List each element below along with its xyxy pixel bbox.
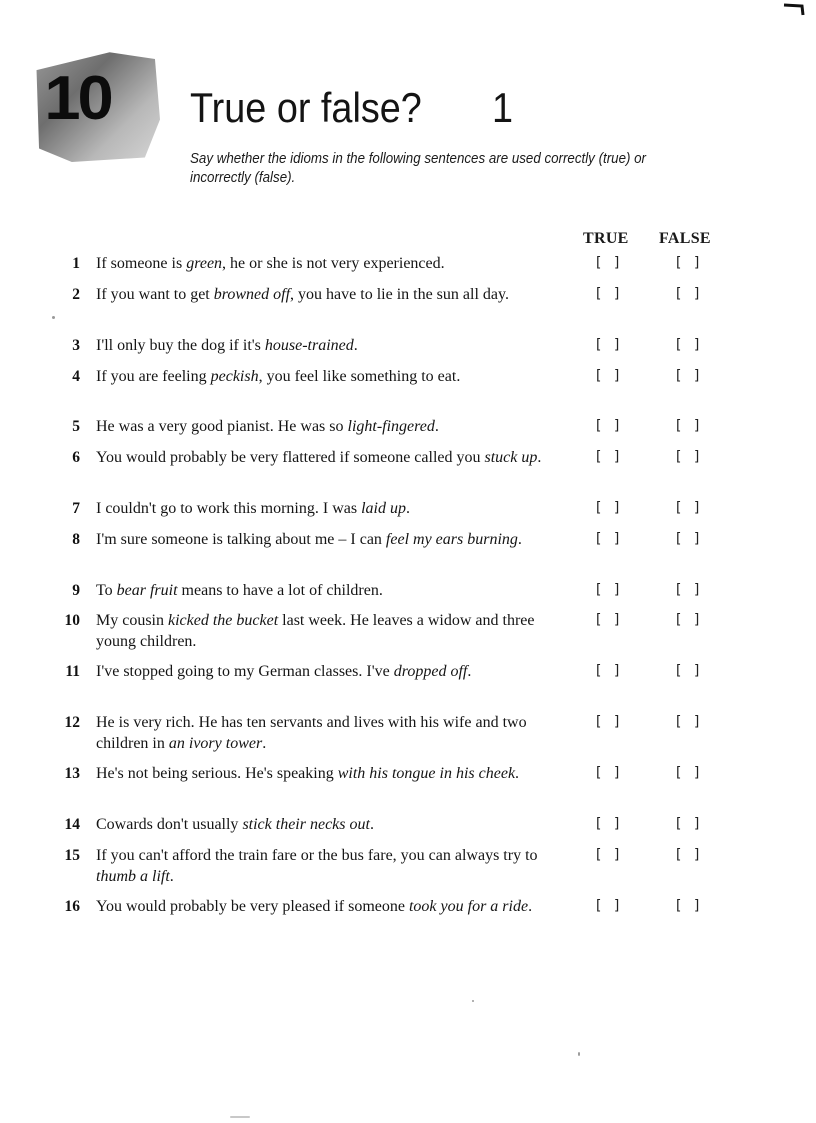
- statement-text: My cousin: [96, 612, 168, 629]
- true-checkbox[interactable]: [ ]: [594, 714, 623, 730]
- question-statement: [96, 610, 546, 652]
- idiom-text: browned off: [213, 286, 291, 303]
- question-statement: [96, 845, 546, 887]
- true-checkbox[interactable]: [ ]: [594, 286, 623, 302]
- statement-text: He's not being serious. He's speaking: [96, 765, 338, 782]
- chapter-number: 10: [44, 64, 111, 133]
- statement-text: , you feel like something to eat.: [258, 368, 461, 385]
- corner-arrow-mark: [782, 2, 806, 16]
- statement-text: .: [405, 500, 410, 517]
- true-checkbox[interactable]: [ ]: [594, 449, 623, 465]
- question-statement: [96, 712, 546, 754]
- statement-text: , you have to lie in the sun all day.: [290, 286, 509, 303]
- true-checkbox[interactable]: [ ]: [594, 337, 623, 353]
- question-number: 12: [64, 714, 80, 731]
- statement-text: I couldn't go to work this morning. I was: [96, 500, 362, 517]
- statement-text: If someone is: [96, 255, 187, 272]
- statement-text: If you want to get: [96, 286, 214, 303]
- question-statement: [96, 661, 546, 682]
- false-checkbox[interactable]: [ ]: [674, 286, 703, 302]
- idiom-text: feel my ears burning: [385, 531, 518, 548]
- statement-text: last week. He leaves a widow and three young children.: [96, 612, 535, 650]
- idiom-text: dropped off: [393, 663, 468, 680]
- idiom-text: peckish: [210, 368, 259, 385]
- question-number: 14: [64, 816, 80, 833]
- statement-text: If you are feeling: [96, 368, 211, 385]
- question-statement: [96, 529, 546, 550]
- false-checkbox[interactable]: [ ]: [674, 714, 703, 730]
- statement-text: Cowards don't usually: [96, 816, 243, 833]
- true-checkbox[interactable]: [ ]: [594, 368, 623, 384]
- page-title-number: 1: [492, 84, 514, 131]
- false-checkbox[interactable]: [ ]: [674, 337, 703, 353]
- statement-text: .: [434, 418, 439, 435]
- question-statement: [96, 580, 546, 601]
- question-number: 11: [65, 663, 80, 680]
- statement-text: If you can't afford the train fare or the bus fare, you can always try to: [96, 847, 538, 864]
- idiom-text: bear fruit: [116, 582, 178, 599]
- question-statement: [96, 253, 546, 274]
- idiom-text: an ivory tower: [168, 735, 263, 752]
- question-number: 8: [72, 531, 80, 548]
- idiom-text: house-trained: [264, 337, 354, 354]
- question-number: 10: [64, 612, 80, 629]
- statement-text: .: [515, 765, 520, 782]
- idiom-text: with his tongue in his cheek: [337, 765, 516, 782]
- idiom-text: stick their necks out: [242, 816, 370, 833]
- true-column-header: TRUE: [583, 230, 629, 247]
- question-statement: [96, 366, 546, 387]
- question-number: 5: [72, 418, 80, 435]
- false-checkbox[interactable]: [ ]: [674, 449, 703, 465]
- question-number: 1: [72, 255, 80, 272]
- true-checkbox[interactable]: [ ]: [594, 663, 623, 679]
- question-number: 4: [72, 368, 80, 385]
- statement-text: He was a very good pianist. He was so: [96, 418, 348, 435]
- question-statement: [96, 447, 546, 468]
- statement-text: He is very rich. He has ten servants and lives with his wife and two children in: [96, 714, 527, 752]
- idiom-text: stuck up: [484, 449, 538, 466]
- false-checkbox[interactable]: [ ]: [674, 531, 703, 547]
- true-checkbox[interactable]: [ ]: [594, 255, 623, 271]
- statement-text: means to have a lot of children.: [177, 582, 383, 599]
- true-checkbox[interactable]: [ ]: [594, 418, 623, 434]
- false-checkbox[interactable]: [ ]: [674, 847, 703, 863]
- true-checkbox[interactable]: [ ]: [594, 816, 623, 832]
- statement-text: .: [369, 816, 374, 833]
- false-checkbox[interactable]: [ ]: [674, 582, 703, 598]
- true-checkbox[interactable]: [ ]: [594, 500, 623, 516]
- question-number: 13: [64, 765, 80, 782]
- statement-text: .: [353, 337, 358, 354]
- statement-text: I'll only buy the dog if it's: [96, 337, 265, 354]
- true-checkbox[interactable]: [ ]: [594, 847, 623, 863]
- true-checkbox[interactable]: [ ]: [594, 612, 623, 628]
- statement-text: .: [467, 663, 472, 680]
- question-number: 16: [64, 898, 80, 915]
- title-row: [190, 84, 514, 132]
- statement-text: I've stopped going to my German classes. I've: [96, 663, 394, 680]
- scan-speck: [472, 1000, 474, 1002]
- statement-text: I'm sure someone is talking about me – I can: [96, 531, 386, 548]
- idiom-text: thumb a lift: [96, 868, 170, 885]
- instructions: Say whether the idioms in the following sentences are used correctly (true) or incorrectly (false).: [190, 151, 647, 186]
- scan-speck: [578, 1052, 580, 1056]
- true-checkbox[interactable]: [ ]: [594, 531, 623, 547]
- statement-text: You would probably be very pleased if someone: [96, 898, 409, 915]
- statement-text: .: [528, 898, 533, 915]
- false-checkbox[interactable]: [ ]: [674, 898, 703, 914]
- statement-text: .: [537, 449, 542, 466]
- scan-speck: [52, 316, 55, 319]
- idiom-text: laid up: [361, 500, 406, 517]
- question-number: 3: [72, 337, 80, 354]
- true-checkbox[interactable]: [ ]: [594, 898, 623, 914]
- statement-text: .: [262, 735, 267, 752]
- question-statement: [96, 763, 546, 784]
- statement-text: , he or she is not very experienced.: [222, 255, 445, 272]
- statement-text: .: [169, 868, 174, 885]
- statement-text: You would probably be very flattered if someone called you: [96, 449, 485, 466]
- question-statement: [96, 284, 546, 305]
- idiom-text: green: [186, 255, 223, 272]
- false-checkbox[interactable]: [ ]: [674, 663, 703, 679]
- question-number: 6: [72, 449, 80, 466]
- idiom-text: took you for a ride: [408, 898, 529, 915]
- false-checkbox[interactable]: [ ]: [674, 765, 703, 781]
- question-statement: [96, 814, 546, 835]
- false-checkbox[interactable]: [ ]: [674, 368, 703, 384]
- question-statement: [96, 335, 546, 356]
- question-number: 15: [64, 847, 80, 864]
- page-title: True or false?: [190, 84, 422, 131]
- statement-text: .: [517, 531, 522, 548]
- false-checkbox[interactable]: [ ]: [674, 418, 703, 434]
- question-statement: [96, 498, 546, 519]
- idiom-text: light-fingered: [347, 418, 435, 435]
- statement-text: To: [96, 582, 117, 599]
- true-checkbox[interactable]: [ ]: [594, 582, 623, 598]
- question-statement: [96, 416, 546, 437]
- question-number: 9: [72, 582, 80, 599]
- false-checkbox[interactable]: [ ]: [674, 816, 703, 832]
- question-number: 2: [72, 286, 80, 303]
- false-checkbox[interactable]: [ ]: [674, 500, 703, 516]
- false-column-header: FALSE: [659, 230, 711, 247]
- question-number: 7: [72, 500, 80, 517]
- true-checkbox[interactable]: [ ]: [594, 765, 623, 781]
- false-checkbox[interactable]: [ ]: [674, 255, 703, 271]
- idiom-text: kicked the bucket: [168, 612, 279, 629]
- false-checkbox[interactable]: [ ]: [674, 612, 703, 628]
- question-statement: [96, 896, 546, 917]
- scan-speck: [230, 1116, 250, 1118]
